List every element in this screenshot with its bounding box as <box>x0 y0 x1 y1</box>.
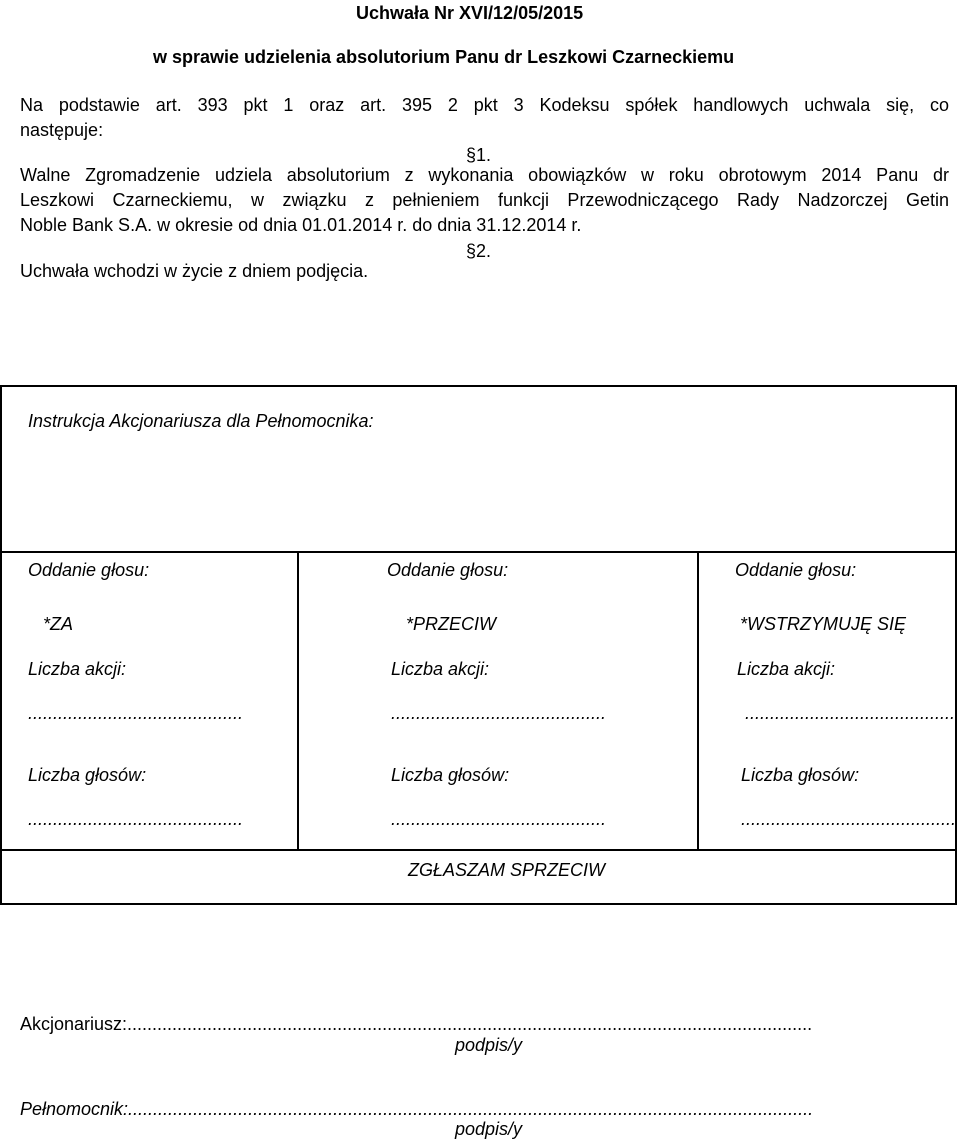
shares-label: Liczba akcji: <box>737 659 836 679</box>
votes-value-field[interactable]: ........................................... <box>741 809 957 829</box>
vote-option-abstain[interactable]: *WSTRZYMUJĘ SIĘ <box>740 614 907 634</box>
section-2-number: 2. <box>476 241 492 261</box>
section-1-line-3: Noble Bank S.A. w okresie od dnia 01.01.2014 r. do dnia 31.12.2014 r. <box>20 215 582 235</box>
proxy-signature-caption: podpis/y <box>455 1119 523 1139</box>
row-divider <box>0 849 957 851</box>
section-2-text: Uchwała wchodzi w życie z dniem podjęcia. <box>20 261 369 281</box>
section-1-number: 1. <box>476 145 492 165</box>
section-1-heading <box>466 144 491 166</box>
shares-value-field[interactable]: .......................................... <box>745 703 956 723</box>
column-divider <box>697 553 699 851</box>
shareholder-signature-caption: podpis/y <box>455 1035 523 1055</box>
vote-heading: Oddanie głosu: <box>28 560 150 580</box>
votes-label: Liczba głosów: <box>28 765 147 785</box>
proxy-signature-line[interactable]: Pełnomocnik:......................................................................................................................................... <box>20 1099 814 1119</box>
paragraph-sign-icon: § <box>466 241 477 261</box>
shares-value-field[interactable]: ........................................... <box>28 703 244 723</box>
instruction-label: Instrukcja Akcjonariusza dla Pełnomocnika: <box>28 411 374 431</box>
paragraph-sign-icon: § <box>466 145 477 165</box>
votes-value-field[interactable]: ........................................... <box>28 809 244 829</box>
shares-label: Liczba akcji: <box>391 659 490 679</box>
vote-heading: Oddanie głosu: <box>735 560 857 580</box>
vote-box <box>0 551 957 905</box>
votes-label: Liczba głosów: <box>391 765 510 785</box>
section-1-line-2: Leszkowi Czarneckiemu, w związku z pełnieniem funkcji Przewodniczącego Rady Nadzorczej Getin <box>20 190 949 210</box>
votes-value-field[interactable]: ........................................... <box>391 809 607 829</box>
vote-option-przeciw[interactable]: *PRZECIW <box>406 614 496 634</box>
section-2-heading <box>466 240 491 262</box>
vote-option-za[interactable]: *ZA <box>43 614 74 634</box>
section-1-line-1: Walne Zgromadzenie udziela absolutorium z wykonania obowiązków w roku obrotowym 2014 Panu dr <box>20 165 949 185</box>
shares-label: Liczba akcji: <box>28 659 127 679</box>
vote-heading: Oddanie głosu: <box>387 560 509 580</box>
shares-value-field[interactable]: ........................................... <box>391 703 607 723</box>
intro-line-2: następuje: <box>20 120 104 140</box>
objection-option[interactable]: ZGŁASZAM SPRZECIW <box>408 860 606 880</box>
resolution-subject: w sprawie udzielenia absolutorium Panu dr Leszkowi Czarneckiemu <box>153 47 735 67</box>
resolution-title: Uchwała Nr XVI/12/05/2015 <box>356 3 584 23</box>
column-divider <box>297 553 299 851</box>
shareholder-signature-line[interactable]: Akcjonariusz:......................................................................................................................................... <box>20 1014 813 1034</box>
intro-line-1: Na podstawie art. 393 pkt 1 oraz art. 395 2 pkt 3 Kodeksu spółek handlowych uchwala się, co <box>20 95 949 115</box>
votes-label: Liczba głosów: <box>741 765 860 785</box>
